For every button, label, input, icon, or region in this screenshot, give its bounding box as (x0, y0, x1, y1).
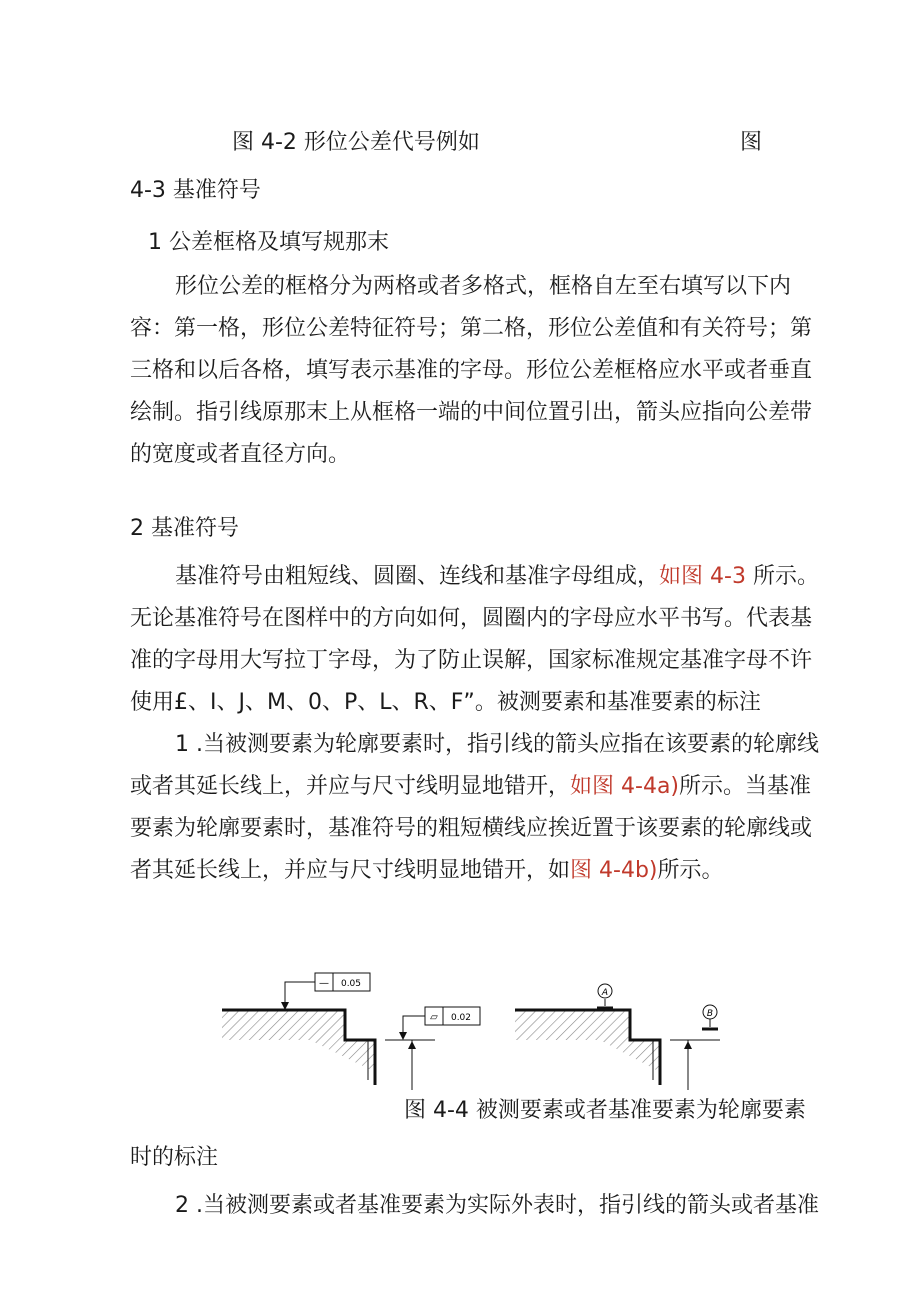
figure-4-4b-link[interactable]: 图 4-4b) (570, 858, 658, 883)
datum-b-letter: B (706, 1009, 714, 1019)
figure-4-4-caption-line2: 时的标注 (130, 1145, 219, 1170)
figure-4-3-caption-start: 图 (740, 130, 763, 155)
leader-arrow-2 (399, 1032, 407, 1040)
dimension-arrow-b (684, 1041, 692, 1049)
frame1-value: 0.05 (340, 979, 362, 989)
item1-body: 形位公差的框格分为两格或者多格式，框格自左至右填写以下内容：第一格，形位公差特征符号；第二格，形位公差值和有关符号；第三格和以后各格，填写表示基准的字母。形位公差框格应水平或者垂直绘制。指引线原那末上从框格一端的中间位置引出，箭头应指向公差带的宽度或者直径方向。 (130, 274, 813, 467)
item2-text-a: 基准符号由粗短线、圆圈、连线和基准字母组成， (175, 564, 660, 589)
figure-4-4 (210, 960, 730, 1110)
item2-heading: 2 基准符号 (130, 516, 239, 541)
item1-heading: 1 公差框格及填写规那末 (148, 230, 389, 255)
figure-4-4a-link[interactable]: 如图 4-4a) (570, 774, 680, 799)
point1-text-c: 所示。 (657, 858, 724, 883)
frame2-symbol: ▱ (430, 1012, 438, 1023)
figure-4-3-link[interactable]: 如图 4-3 (659, 564, 746, 589)
figure-4-4-caption-line1: 图 4-4 被测要素或者基准要素为轮廓要素 (404, 1098, 806, 1123)
leader-line-1 (285, 982, 315, 1005)
figure-4-4b-drawing (515, 984, 720, 1090)
figure-4-4a-drawing (222, 973, 480, 1090)
item2-text-b: 所示。无论基准符号在图样中的方向如何，圆圈内的字母应水平书写。代表基准的字母用大写拉丁字母，为了防止误解，国家标准规定基准字母不许使用£、I、J、M、0、P、L、R、F”。被测要素和基准要素的标注 (130, 564, 819, 715)
point1-text-a: 1 .当被测要素为轮廓要素时，指引线的箭头应指在该要素的轮廓线或者其延长线上，并应与尺寸线明显地错开， (130, 732, 819, 799)
frame1-symbol: — (319, 978, 329, 989)
dimension-arrow-a (408, 1041, 416, 1049)
figure-4-2-caption: 图 4-2 形位公差代号例如 (232, 130, 480, 155)
datum-a-letter: A (601, 988, 609, 998)
point1-text-b: 所示。当基准要素为轮廓要素时，基准符号的粗短横线应挨近置于该要素的轮廓线或者其延长线上，并应与尺寸线明显地错开，如 (130, 774, 813, 883)
point1-body (130, 724, 830, 892)
section-4-3-heading: 4-3 基准符号 (130, 178, 261, 203)
frame2-value: 0.02 (450, 1013, 472, 1023)
point2-text: 2 .当被测要素或者基准要素为实际外表时，指引线的箭头或者基准 (175, 1193, 819, 1218)
item2-body (130, 556, 830, 724)
